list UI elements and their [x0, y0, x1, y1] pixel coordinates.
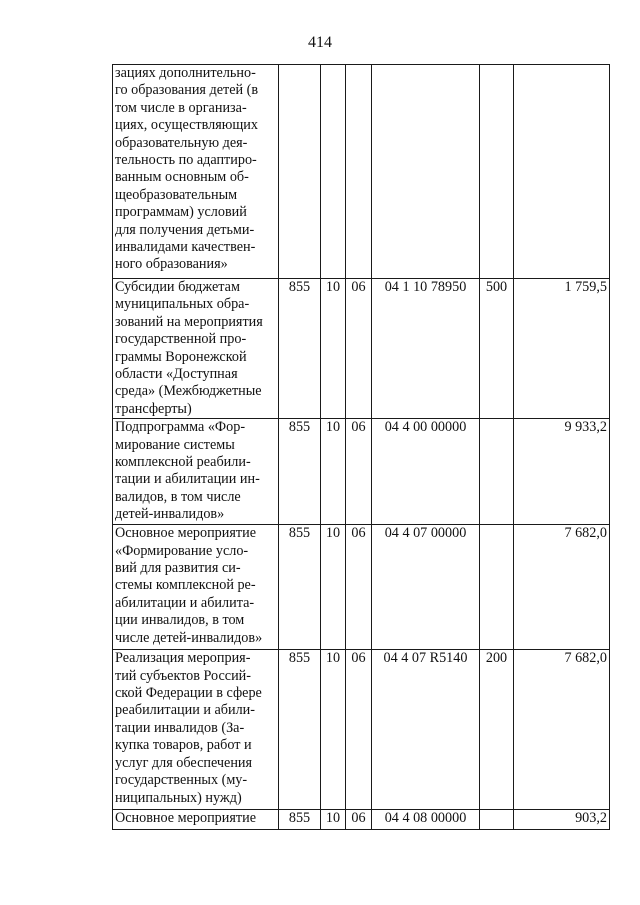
amount-cell: 1 759,5 [514, 279, 610, 419]
subsection-code-cell: 06 [346, 810, 372, 830]
expense-type-cell [480, 810, 514, 830]
amount-cell: 7 682,0 [514, 650, 610, 810]
expense-type-cell [480, 525, 514, 650]
table-row [113, 525, 610, 650]
table-row [113, 419, 610, 525]
expense-type-cell: 200 [480, 650, 514, 810]
admin-code-cell: 855 [279, 810, 321, 830]
amount-cell: 7 682,0 [514, 525, 610, 650]
section-code-cell: 10 [321, 279, 346, 419]
target-article-cell: 04 4 00 00000 [372, 419, 480, 525]
row-name-cell: Основное мероприятие [113, 810, 279, 830]
subsection-code-cell: 06 [346, 279, 372, 419]
expense-type-cell [480, 65, 514, 279]
section-code-cell [321, 65, 346, 279]
admin-code-cell: 855 [279, 525, 321, 650]
target-article-cell: 04 4 07 R5140 [372, 650, 480, 810]
amount-cell: 903,2 [514, 810, 610, 830]
admin-code-cell: 855 [279, 279, 321, 419]
expense-type-cell: 500 [480, 279, 514, 419]
amount-cell [514, 65, 610, 279]
target-article-cell: 04 1 10 78950 [372, 279, 480, 419]
target-article-cell: 04 4 07 00000 [372, 525, 480, 650]
section-code-cell: 10 [321, 419, 346, 525]
admin-code-cell: 855 [279, 650, 321, 810]
table-row [113, 650, 610, 810]
table-row [113, 279, 610, 419]
section-code-cell: 10 [321, 650, 346, 810]
budget-table [112, 64, 610, 830]
admin-code-cell: 855 [279, 419, 321, 525]
amount-cell: 9 933,2 [514, 419, 610, 525]
table-row [113, 65, 610, 279]
table-body [113, 65, 610, 830]
section-code-cell: 10 [321, 525, 346, 650]
row-name-cell: Субсидии бюджетам муниципальных обра- зований на мероприятия государственной про- граммы Воронежской области «Доступная среда» (Межбюджетные трансферты) [113, 279, 279, 419]
subsection-code-cell: 06 [346, 650, 372, 810]
section-code-cell: 10 [321, 810, 346, 830]
subsection-code-cell [346, 65, 372, 279]
page-number: 414 [308, 34, 332, 51]
target-article-cell [372, 65, 480, 279]
row-name-cell: зациях дополнительно- го образования детей (в том числе в организа- циях, осуществляющих образовательную дея- тельность по адаптиро- ванным основным об- щеобразовательным программам) условий для получения детьми- инвалидами качествен- ного образования» [113, 65, 279, 279]
subsection-code-cell: 06 [346, 525, 372, 650]
table-row [113, 810, 610, 830]
expense-type-cell [480, 419, 514, 525]
admin-code-cell [279, 65, 321, 279]
subsection-code-cell: 06 [346, 419, 372, 525]
target-article-cell: 04 4 08 00000 [372, 810, 480, 830]
row-name-cell: Подпрограмма «Фор- мирование системы комплексной реабили- тации и абилитации ин- валидов, в том числе детей-инвалидов» [113, 419, 279, 525]
row-name-cell: Основное мероприятие «Формирование усло- вий для развития си- стемы комплексной ре- абилитации и абилита- ции инвалидов, в том числе детей-инвалидов» [113, 525, 279, 650]
row-name-cell: Реализация мероприя- тий субъектов Россий- ской Федерации в сфере реабилитации и абили- тации инвалидов (За- купка товаров, работ и услуг для обеспечения государственных (му- ниципальных) нужд) [113, 650, 279, 810]
